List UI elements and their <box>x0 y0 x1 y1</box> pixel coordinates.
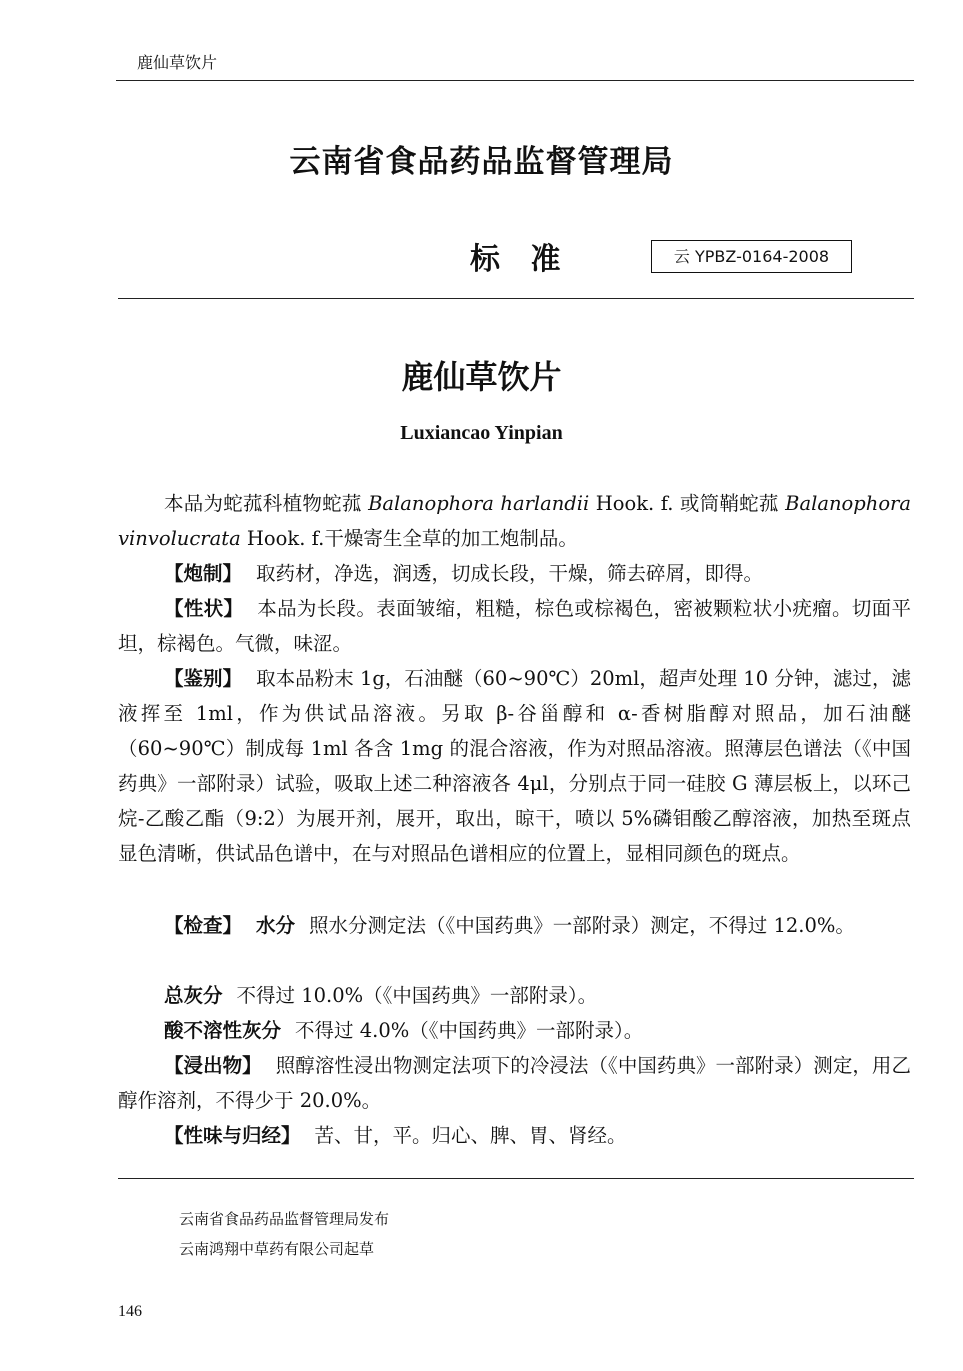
description-section <box>118 591 911 661</box>
title-rule <box>118 298 914 299</box>
processing-label: 【炮制】 <box>164 562 243 585</box>
header-rule <box>116 80 914 81</box>
inspection-label: 【检查】 <box>164 914 243 937</box>
total-ash-item <box>118 978 911 1013</box>
description-text: 本品为长段。表面皱缩，粗糙，棕色或棕褐色，密被颗粒状小疣瘤。切面平坦，棕褐色。气微，味涩。 <box>118 597 911 655</box>
acid-insoluble-ash-label: 酸不溶性灰分 <box>164 1019 282 1042</box>
identification-label: 【鉴别】 <box>164 667 243 690</box>
latin-name-2: Balanophora vinvolucrata <box>118 492 912 550</box>
nature-section <box>118 1118 911 1153</box>
page-number: 146 <box>118 1303 142 1320</box>
acid-insoluble-ash-text: 不得过 4.0%（《中国药典》一部附录）。 <box>295 1019 644 1042</box>
intro-text-3: Hook. f.干燥寄生全草的加工炮制品。 <box>240 527 578 550</box>
intro-paragraph <box>118 486 911 556</box>
total-ash-text: 不得过 10.0%（《中国药典》一部附录）。 <box>236 984 598 1007</box>
processing-text: 取药材，净选，润透，切成长段，干燥，筛去碎屑，即得。 <box>256 562 764 585</box>
extractives-label: 【浸出物】 <box>164 1054 262 1077</box>
total-ash-label: 总灰分 <box>164 984 223 1007</box>
document-subtitle-pinyin: Luxiancao Yinpian <box>400 422 563 444</box>
document-title: 鹿仙草饮片 <box>401 358 562 396</box>
nature-label: 【性味与归经】 <box>164 1124 301 1147</box>
standard-label: 标 准 <box>470 242 571 277</box>
processing-section <box>118 556 911 591</box>
water-text: 照水分测定法（《中国药典》一部附录）测定，不得过 12.0%。 <box>309 914 855 937</box>
inspection-section <box>118 908 911 943</box>
intro-text-1: 本品为蛇菰科植物蛇菰 <box>164 492 369 515</box>
standard-number-box: 云 YPBZ-0164-2008 <box>651 240 852 273</box>
footer-rule <box>118 1178 914 1179</box>
water-label: 水分 <box>256 914 296 937</box>
agency-title: 云南省食品药品监督管理局 <box>289 144 674 180</box>
nature-text: 苦、甘，平。归心、脾、胃、肾经。 <box>314 1124 627 1147</box>
publisher-line: 云南省食品药品监督管理局发布 <box>179 1210 390 1228</box>
running-header: 鹿仙草饮片 <box>137 53 218 72</box>
acid-insoluble-ash-item <box>118 1013 911 1048</box>
intro-text-2: Hook. f. 或筒鞘蛇菰 <box>589 492 786 515</box>
extractives-text: 照醇溶性浸出物测定法项下的冷浸法（《中国药典》一部附录）测定，用乙醇作溶剂，不得少于 20.0%。 <box>118 1054 911 1112</box>
latin-name-1: Balanophora harlandii <box>368 492 590 515</box>
extractives-section <box>118 1048 911 1118</box>
description-label: 【性状】 <box>164 597 244 620</box>
drafter-line: 云南鸿翔中草药有限公司起草 <box>179 1240 375 1258</box>
identification-text: 取本品粉末 1g，石油醚（60~90℃）20ml，超声处理 10 分钟，滤过，滤液挥至 1ml，作为供试品溶液。另取 β-谷甾醇和 α-香树脂醇对照品，加石油醚（60~90℃）制成每 1ml 各含 1mg 的混合溶液，作为对照品溶液。照薄层色谱法（《中国药典》一部附录）试验，吸取上述二种溶液各 4μl，分别点于同一硅胶 G 薄层板上，以环己烷-乙酸乙酯（9:2）为展开剂，展开，取出，晾干，喷以 5%磷钼酸乙醇溶液，加热至斑点显色清晰，供试品色谱中，在与对照品色谱相应的位置上，显相同颜色的斑点。 <box>118 667 911 865</box>
identification-section <box>118 661 911 871</box>
